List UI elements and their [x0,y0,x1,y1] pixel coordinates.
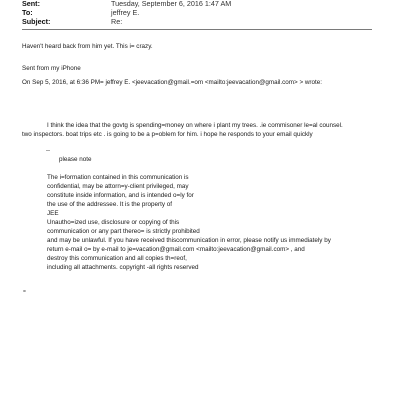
disclaimer-line: destroy this communication and all copies th=reof, [47,255,187,262]
disclaimer-line: the use of the addressee. It is the property of [47,201,172,208]
quoted-line-1: I think the idea that the govtg is spending=money on where i plant my trees. .ie commisoner le=al counsel. [47,122,343,129]
reply-line: Haven't heard back from him yet. This i= crazy. [22,43,153,50]
trailing-mark: = [23,289,26,295]
disclaimer-line: The i=formation contained in this communication is [47,174,189,181]
subject-value: Re: [111,17,123,26]
disclaimer-line: and may be unlawful. If you have received thiscommunication in error, please notify us immediately by [47,237,331,244]
subject-label: Subject: [22,17,51,26]
disclaimer-line: including all attachments. copyright -all rights reserved [47,264,199,271]
to-value: jeffrey E. [111,8,140,17]
disclaimer-line: confidential, may be attorn=y-client privileged, may [47,183,189,190]
signature-line: Sent from my iPhone [22,65,81,72]
subject-row [22,17,392,27]
sent-value: Tuesday, September 6, 2016 1:47 AM [111,0,232,8]
disclaimer-line: Unautho=ized use, disclosure or copying of this [47,219,180,226]
sent-label: Sent: [22,0,40,8]
disclaimer-line: communication or any part thereo= is strictly prohibited [47,228,200,235]
quote-header: On Sep 5, 2016, at 6:36 PM= jeffrey E. <jeevacation@gmail.=om <mailto:jeevacation@gmail.com> > wrote: [22,79,323,86]
quoted-dash: -- [46,148,50,154]
please-note: please note [59,156,92,163]
header-divider [22,29,372,30]
disclaimer-line: constitute inside information, and is intended o=ly for [47,192,194,199]
disclaimer-line: return e-mail o= by e-mail to je=vacation@gmail.com <mailto:jeevacation@gmail.com> , and [47,246,305,253]
to-label: To: [22,8,33,17]
quoted-line-2: two inspectors. boat trips etc . is going to be a p=oblem for him. i hope he responds to your email quickly [22,131,313,138]
disclaimer-line: JEE [47,210,59,217]
